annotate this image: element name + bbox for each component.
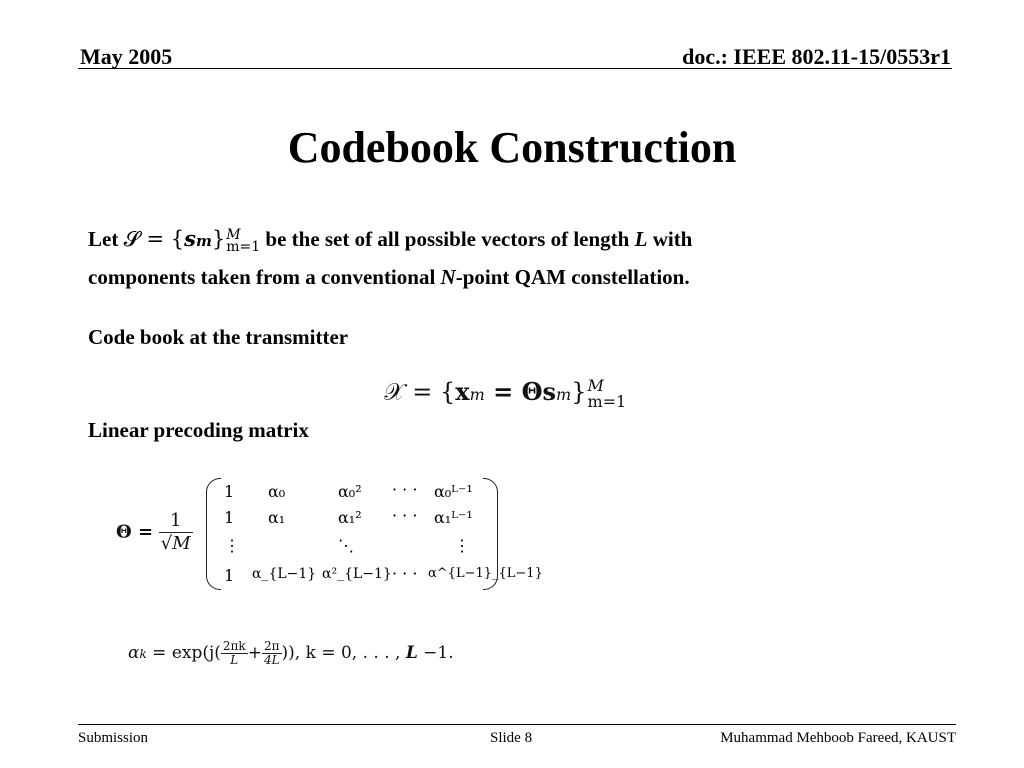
- header-divider: [78, 68, 952, 69]
- footer-divider: [78, 724, 956, 725]
- definition-text-c: components taken from a conventional: [88, 265, 436, 289]
- let-word: Let: [88, 227, 119, 251]
- set-element-var: s: [184, 226, 196, 251]
- alpha-frac-2-num: 2π: [262, 640, 282, 654]
- header-doc-id: doc.: IEEE 802.11-15/0553r1: [682, 44, 951, 69]
- matrix-cell: ⋮: [224, 536, 240, 555]
- theta-frac-num: 1: [159, 510, 193, 533]
- alpha-frac-1: [221, 640, 248, 667]
- codebook-x: x: [455, 377, 470, 406]
- alpha-plus: +: [247, 643, 262, 663]
- codebook-s-sub: m: [556, 385, 572, 404]
- set-symbol: 𝓢 = {: [123, 227, 185, 251]
- matrix-cell: α₁: [268, 508, 286, 527]
- matrix-cell: α₀: [268, 482, 286, 501]
- alpha-exp: = exp(j(: [146, 643, 221, 663]
- definition-text-d: -point QAM constellation.: [455, 265, 690, 289]
- matrix-cell: α²_{L−1}: [322, 566, 392, 582]
- matrix-cell: ⋱: [338, 536, 354, 555]
- theta-lhs-group: [116, 510, 193, 555]
- theta-lhs: Θ =: [116, 521, 154, 543]
- footer-submission: Submission: [78, 730, 149, 746]
- set-sup: M: [226, 227, 241, 244]
- codebook-x-sub: m: [469, 385, 485, 404]
- codebook-close: }: [571, 378, 587, 406]
- alpha-L: L: [405, 643, 418, 663]
- alpha-equation: [128, 640, 454, 667]
- codebook-lhs: 𝒳 = {: [384, 378, 456, 406]
- qam-order-var: N: [440, 265, 456, 289]
- codebook-equation: [384, 372, 626, 415]
- set-close: }: [211, 227, 226, 251]
- definition-line-1: [88, 226, 692, 254]
- definition-text-b: with: [652, 227, 693, 251]
- matrix-cell: 1: [224, 508, 235, 527]
- matrix-cell: · · ·: [392, 506, 418, 525]
- footer-slide-number: Slide 8: [490, 730, 533, 746]
- alpha-rest: )), k = 0, . . . ,: [281, 643, 406, 663]
- matrix-cell: α₀²: [338, 482, 362, 501]
- alpha-lhs: α: [128, 643, 140, 663]
- definition-text-a: be the set of all possible vectors of length: [265, 227, 630, 251]
- matrix-cell: · · ·: [392, 480, 418, 499]
- alpha-frac-2: [262, 640, 282, 667]
- set-element-sub: m: [195, 232, 212, 250]
- codebook-label: Code book at the transmitter: [88, 325, 349, 349]
- matrix-cell: α₁ᴸ⁻¹: [434, 508, 473, 527]
- matrix-cell: · · ·: [392, 564, 418, 583]
- matrix-cell: α₁²: [338, 508, 362, 527]
- matrix-cell: α^{L−1}_{L−1}: [428, 566, 543, 581]
- codebook-sub: m=1: [587, 391, 627, 411]
- theta-frac-den: √M: [160, 533, 191, 554]
- alpha-lhs-sub: k: [139, 647, 147, 661]
- footer-author: Muhammad Mehboob Fareed, KAUST: [720, 730, 956, 746]
- codebook-sup: M: [587, 375, 604, 395]
- matrix-left-paren: [206, 478, 221, 590]
- alpha-frac-1-num: 2πk: [222, 639, 246, 653]
- precoding-label: Linear precoding matrix: [88, 418, 309, 442]
- matrix-cell: α₀ᴸ⁻¹: [434, 482, 473, 501]
- header-date: May 2005: [80, 44, 173, 69]
- length-var: L: [634, 227, 648, 251]
- codebook-theta-s: = Θs: [484, 377, 557, 406]
- slide-title: Codebook Construction: [287, 123, 737, 172]
- matrix-cell: α_{L−1}: [252, 566, 317, 582]
- matrix-cell: 1: [224, 482, 235, 501]
- definition-line-2: [88, 264, 690, 290]
- alpha-frac-2-den: 4L: [263, 653, 280, 667]
- matrix-cell: 1: [224, 566, 235, 585]
- matrix-cell: ⋮: [454, 536, 470, 555]
- alpha-tail: −1.: [417, 643, 454, 663]
- set-sub: m=1: [226, 239, 261, 256]
- precoding-matrix: [206, 478, 543, 590]
- alpha-frac-1-den: L: [230, 653, 239, 667]
- theta-fraction: [159, 510, 193, 555]
